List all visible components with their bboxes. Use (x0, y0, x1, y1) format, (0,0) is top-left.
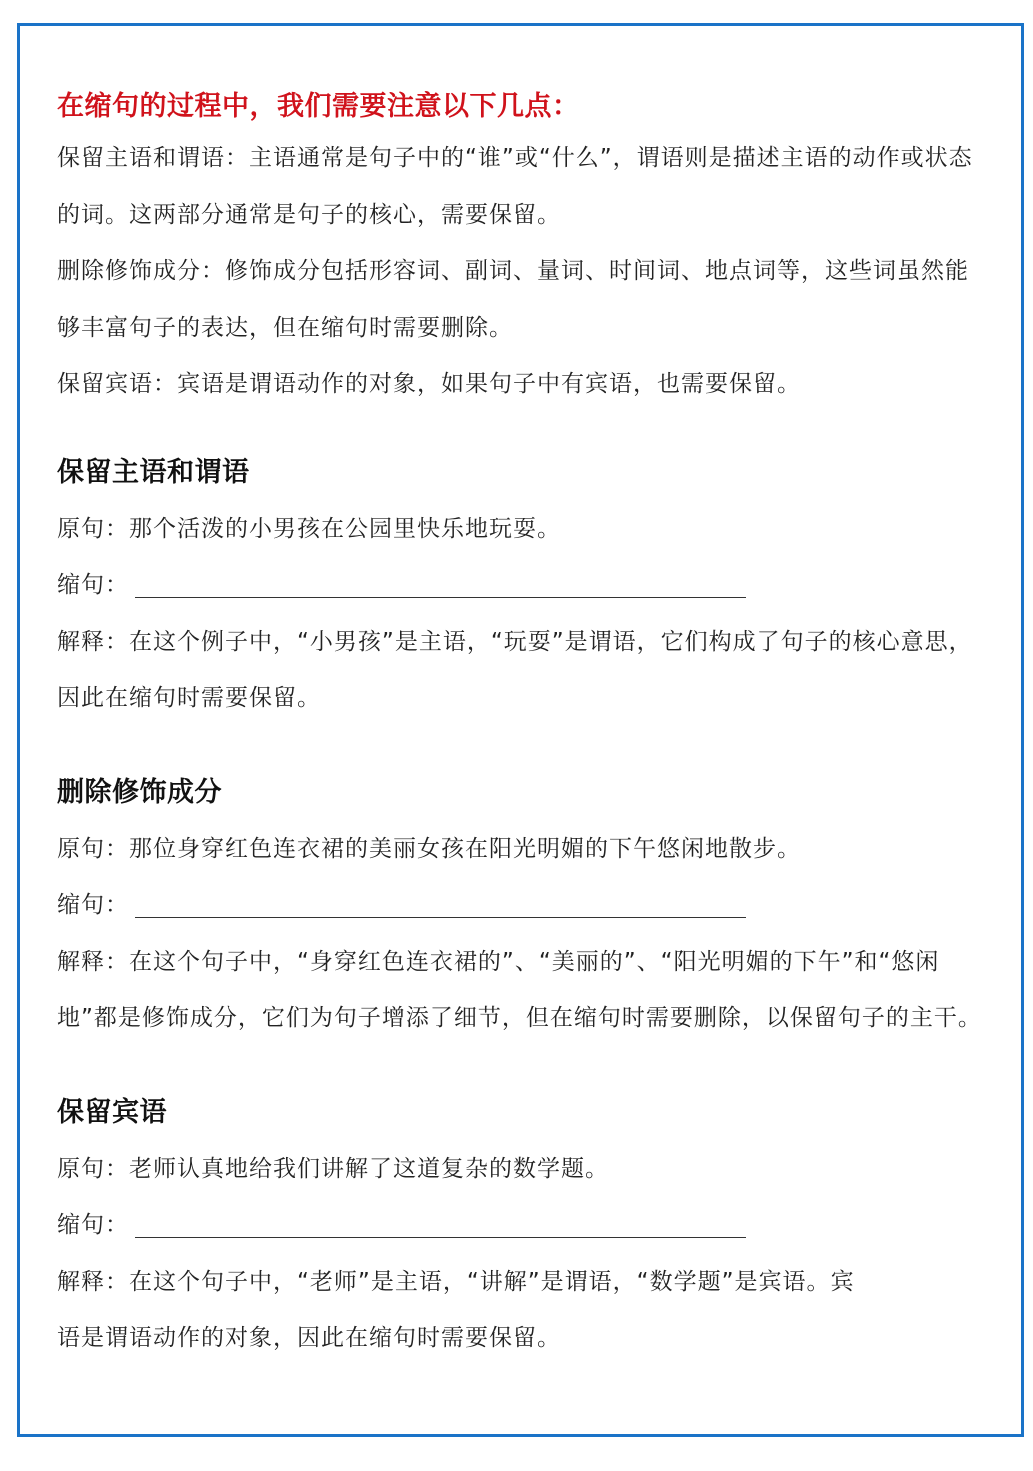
answer-row (57, 1197, 987, 1254)
section-keep-subject-predicate (57, 453, 987, 727)
answer-blank-line[interactable] (135, 1236, 746, 1238)
original-sentence: 原句：那位身穿红色连衣裙的美丽女孩在阳光明媚的下午悠闲地散步。 (57, 835, 801, 862)
section-title: 保留主语和谓语 (57, 456, 250, 488)
document-content (57, 84, 987, 1367)
intro-point: 删除修饰成分：修饰成分包括形容词、副词、量词、时间词、地点词等，这些词虽然能够丰富句子的表达，但在缩句时需要删除。 (57, 258, 969, 341)
section-remove-modifiers (57, 773, 987, 1047)
section-title: 删除修饰成分 (57, 776, 222, 808)
answer-row (57, 877, 987, 934)
original-sentence: 原句：老师认真地给我们讲解了这道复杂的数学题。 (57, 1155, 609, 1182)
answer-label: 缩句： (57, 572, 129, 598)
original-sentence: 原句：那个活泼的小男孩在公园里快乐地玩耍。 (57, 515, 561, 542)
answer-label: 缩句： (57, 1212, 129, 1238)
intro-heading: 在缩句的过程中，我们需要注意以下几点： (57, 91, 580, 122)
answer-blank-line[interactable] (135, 596, 746, 598)
intro-point: 保留主语和谓语：主语通常是句子中的“谁”或“什么”，谓语则是描述主语的动作或状态的词。这两部分通常是句子的核心，需要保留。 (57, 145, 973, 228)
explanation: 解释：在这个句子中，“老师”是主语，“讲解”是谓语，“数学题”是宾语。宾语是谓语动作的对象，因此在缩句时需要保留。 (57, 1268, 855, 1351)
answer-label: 缩句： (57, 892, 129, 918)
section-title: 保留宾语 (57, 1096, 167, 1128)
explanation: 解释：在这个例子中，“小男孩”是主语，“玩耍”是谓语，它们构成了句子的核心意思，因此在缩句时需要保留。 (57, 628, 973, 711)
section-keep-object (57, 1093, 987, 1367)
answer-blank-line[interactable] (135, 916, 746, 918)
explanation: 解释：在这个句子中，“身穿红色连衣裙的”、“美丽的”、“阳光明媚的下午”和“悠闲地”都是修饰成分，它们为句子增添了细节，但在缩句时需要删除，以保留句子的主干。 (57, 948, 982, 1031)
intro-point: 保留宾语：宾语是谓语动作的对象，如果句子中有宾语，也需要保留。 (57, 371, 801, 397)
answer-row (57, 557, 987, 614)
